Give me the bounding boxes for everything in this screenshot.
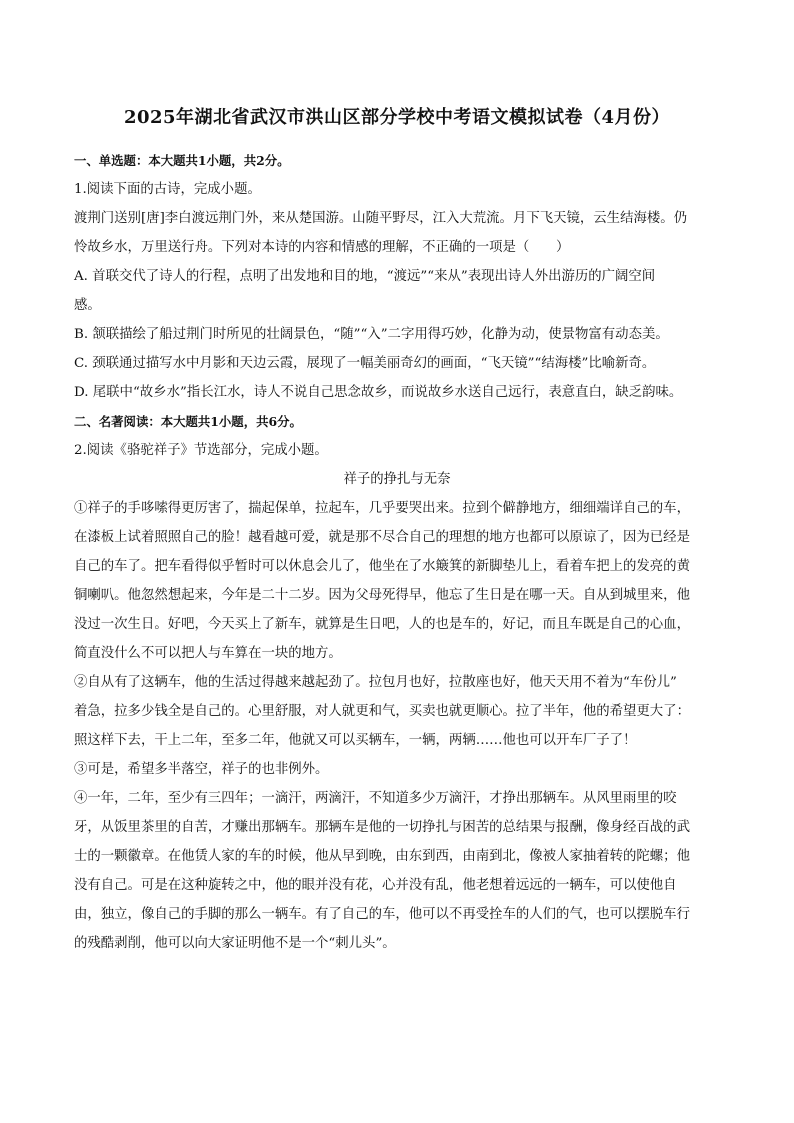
- passage-line: 士的一颗徽章。在他赁人家的车的时候，他从早到晚，由东到西，由南到北，像被人家抽着转的陀螺；他: [74, 849, 690, 864]
- passage-title: 祥子的挣扎与无奈: [343, 472, 451, 487]
- passage-line: 没有自己。可是在这种旋转之中，他的眼并没有花，心并没有乱，他老想着远远的一辆车，可以使他自: [74, 878, 677, 893]
- passage-line: 铜喇叭。他忽然想起来，今年是二十二岁。因为父母死得早，他忘了生日是在哪一天。自从到城里来，他: [74, 588, 690, 603]
- passage-line: 没过一次生日。好吧，今天买上了新车，就算是生日吧，人的也是车的，好记，而且车既是自己的心血，: [74, 617, 690, 632]
- document-title: 2025年湖北省武汉市洪山区部分学校中考语文模拟试卷（4月份）: [123, 107, 671, 128]
- question-1-poem-line: 渡荆门送别[唐]李白渡远荆门外，来从楚国游。山随平野尽，江入大荒流。月下飞天镜，云生结海楼。仍: [74, 211, 688, 226]
- passage-line: 牙，从饭里茶里的自苦，才赚出那辆车。那辆车是他的一切挣扎与困苦的总结果与报酬，像身经百战的武: [74, 820, 690, 835]
- passage-line: 的残酷剥削，他可以向大家证明他不是一个“刺儿头”。: [74, 936, 396, 951]
- question-2-prompt: 2.阅读《骆驼祥子》节选部分，完成小题。: [74, 443, 328, 458]
- question-1-option-d: D. 尾联中“故乡水”指长江水，诗人不说自己思念故乡，而说故乡水送自己远行，表意直白，缺乏韵味。: [74, 385, 683, 400]
- question-1-option-a-continued: 感。: [74, 298, 101, 313]
- passage-line: 着急，拉多少钱全是自己的。心里舒服，对人就更和气，买卖也就更顺心。拉了半年，他的希望更大了：: [74, 704, 690, 719]
- passage-line: 由，独立，像自己的手脚的那么一辆车。有了自己的车，他可以不再受拴车的人们的气，也可以摆脱车行: [74, 907, 690, 922]
- passage-line: ④一年，二年，至少有三四年；一滴汗，两滴汗，不知道多少万滴汗，才挣出那辆车。从风里雨里的咬: [74, 791, 677, 806]
- passage-line: ①祥子的手哆嗦得更厉害了，揣起保单，拉起车，几乎要哭出来。拉到个僻静地方，细细端详自己的车，: [74, 501, 690, 516]
- section-heading-classic-reading: 二、名著阅读：本大题共1小题，共6分。: [74, 414, 302, 429]
- section-heading-single-choice: 一、单选题：本大题共1小题，共2分。: [74, 153, 290, 168]
- document-body: [74, 146, 720, 958]
- passage-line: ③可是，希望多半落空，祥子的也非例外。: [74, 762, 329, 777]
- passage-line: 自己的车了。把车看得似乎暂时可以休息会儿了，他坐在了水簸箕的新脚垫儿上，看着车把上的发亮的黄: [74, 559, 690, 574]
- question-1-option-b: B. 颔联描绘了船过荆门时所见的壮阔景色，“随”“入”二字用得巧妙，化静为动，使景物富有动态美。: [74, 327, 669, 342]
- question-1-poem-line: 怜故乡水，万里送行舟。下列对本诗的内容和情感的理解，不正确的一项是（ ）: [74, 240, 570, 255]
- passage-line: 在漆板上试着照照自己的脸！越看越可爱，就是那不尽合自己的理想的地方也都可以原谅了，因为已经是: [74, 530, 690, 545]
- question-1-option-a: A. 首联交代了诗人的行程，点明了出发地和目的地，“渡远”“来从”表现出诗人外出游历的广阔空间: [74, 269, 656, 284]
- passage-line: 照这样下去，干上二年，至多二年，他就又可以买辆车，一辆，两辆……他也可以开车厂子了！: [74, 733, 637, 748]
- passage-line: 简直没什么不可以把人与车算在一块的地方。: [74, 646, 342, 661]
- passage-line: ②自从有了这辆车，他的生活过得越来越起劲了。拉包月也好，拉散座也好，他天天用不着为“车份儿”: [74, 675, 677, 690]
- question-1-option-c: C. 颈联通过描写水中月影和天边云霞，展现了一幅美丽奇幻的画面，“飞天镜”“结海楼”比喻新奇。: [74, 356, 656, 371]
- question-1-prompt: 1.阅读下面的古诗，完成小题。: [74, 182, 261, 197]
